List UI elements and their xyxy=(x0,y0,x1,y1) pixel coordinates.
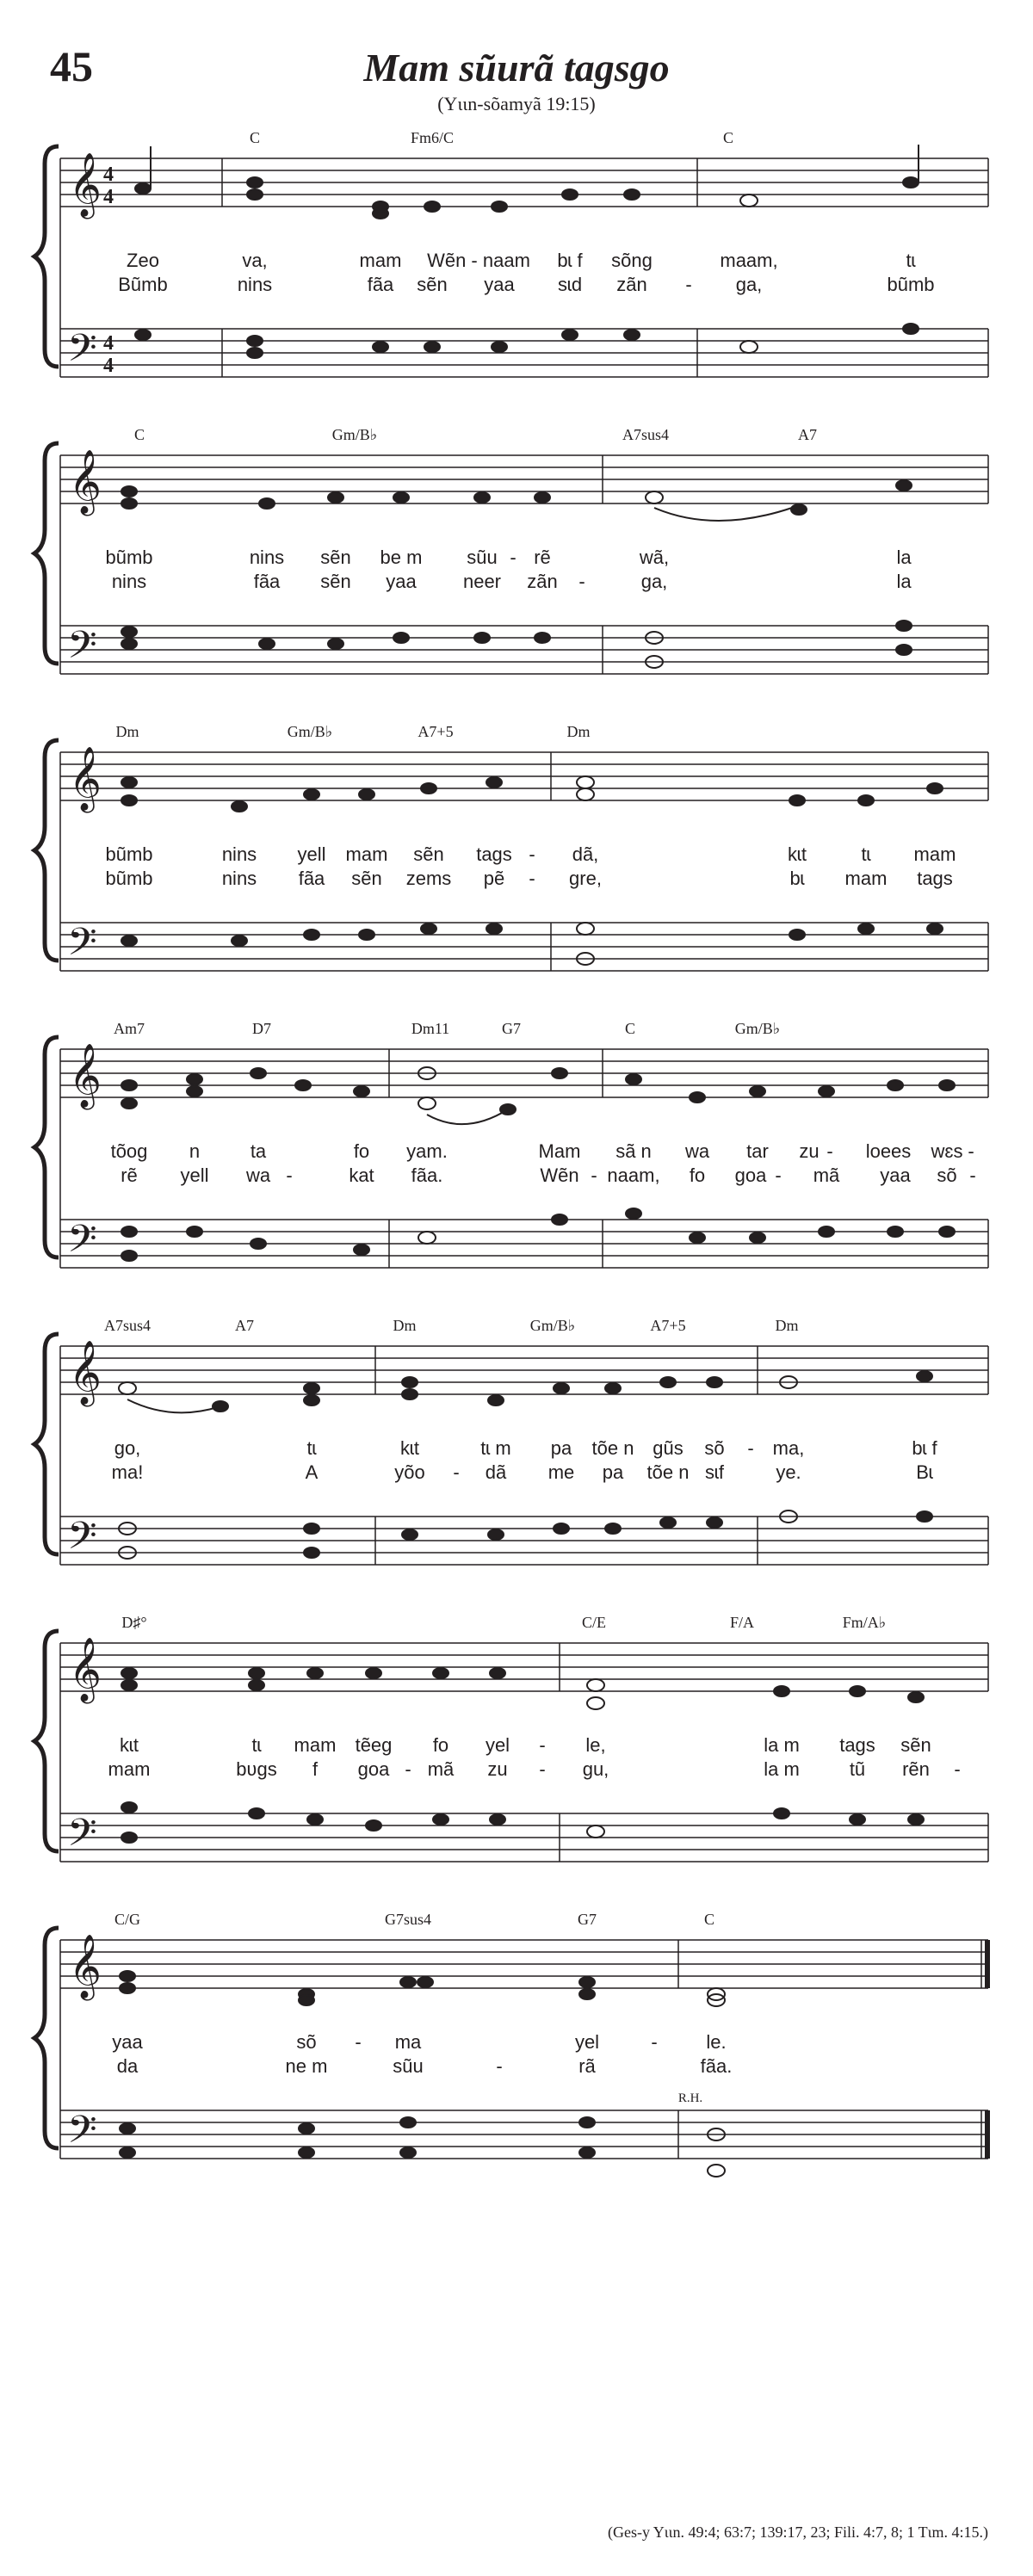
chord-symbol: Gm/B♭ xyxy=(734,1020,781,1037)
lyric-syllable: kɩt xyxy=(120,1734,139,1756)
chord-symbol: D♯° xyxy=(121,1614,147,1631)
lyric-syllable: yaa xyxy=(386,571,417,592)
scripture-references: (Ges-y Yɩɩn. 49:4; 63:7; 139:17, 23; Fili. 4:7, 8; 1 Tɩm. 4:15.) xyxy=(607,2523,988,2541)
lyric-syllable: ga, xyxy=(640,571,668,592)
lyric-syllable: pa xyxy=(550,1437,572,1459)
lyric-syllable: fo xyxy=(353,1140,370,1162)
lyric-syllable: fãa xyxy=(298,868,325,889)
lyric-syllable: ne m xyxy=(285,2055,328,2077)
chord-symbol: A7+5 xyxy=(418,723,454,740)
chord-symbol: C xyxy=(722,129,734,146)
chord-symbol: C/G xyxy=(114,1911,141,1928)
lyric-syllable: - xyxy=(405,1758,411,1780)
lyric-syllable: ma xyxy=(394,2031,422,2053)
lyric-syllable: Wẽn xyxy=(540,1164,579,1186)
lyric-syllable: - xyxy=(954,1758,961,1780)
chord-symbol: C xyxy=(624,1020,636,1037)
lyric-syllable: yaa xyxy=(484,274,515,295)
svg-text:𝄞: 𝄞 xyxy=(69,154,102,215)
svg-text:𝄞: 𝄞 xyxy=(69,1639,102,1700)
lyric-syllable: ye. xyxy=(776,1461,801,1483)
staff-lines xyxy=(0,1317,1033,1575)
music-system xyxy=(0,1911,1033,2169)
lyric-syllable: yel xyxy=(485,1734,510,1756)
lyric-syllable: zu xyxy=(487,1758,508,1780)
lyric-syllable: - xyxy=(968,1140,974,1162)
lyric-syllable: zãn xyxy=(527,571,558,592)
svg-text:𝄢: 𝄢 xyxy=(67,2109,97,2160)
chord-symbol: C/E xyxy=(581,1614,607,1631)
lyric-syllable: dã, xyxy=(572,843,599,865)
lyric-syllable: ma, xyxy=(772,1437,805,1459)
lyric-syllable: - xyxy=(529,843,535,865)
lyric-syllable: tags xyxy=(476,843,512,865)
lyric-syllable: ma! xyxy=(111,1461,144,1483)
lyric-syllable: sɩd xyxy=(557,274,583,295)
lyric-syllable: tõe n xyxy=(646,1461,690,1483)
lyric-syllable: nins xyxy=(249,547,285,568)
lyric-syllable: tõog xyxy=(110,1140,148,1162)
lyric-syllable: fo xyxy=(689,1164,706,1186)
lyric-syllable: le. xyxy=(706,2031,727,2053)
lyric-syllable: zu xyxy=(799,1140,820,1162)
lyric-syllable: neer xyxy=(462,571,502,592)
lyric-syllable: bũmb xyxy=(105,843,153,865)
chord-symbol: Gm/B♭ xyxy=(331,426,378,443)
lyric-syllable: - xyxy=(578,571,585,592)
lyric-syllable: mã xyxy=(813,1164,840,1186)
lyric-syllable: la xyxy=(896,571,912,592)
lyric-syllable: rẽ xyxy=(534,547,551,568)
lyric-syllable: gu, xyxy=(582,1758,609,1780)
lyric-syllable: kat xyxy=(349,1164,374,1186)
lyric-syllable: da xyxy=(116,2055,139,2077)
lyric-syllable: sẽn xyxy=(417,274,448,295)
chord-symbol: Fm/A♭ xyxy=(842,1614,887,1631)
lyric-syllable: bɩ xyxy=(789,868,805,889)
svg-text:𝄢: 𝄢 xyxy=(67,624,97,676)
svg-text:𝄢: 𝄢 xyxy=(67,1515,97,1566)
lyric-syllable: - xyxy=(453,1461,460,1483)
lyric-syllable: rẽ xyxy=(121,1164,138,1186)
lyric-syllable: - xyxy=(539,1758,546,1780)
lyric-syllable: yõo xyxy=(394,1461,425,1483)
staff-lines xyxy=(0,426,1033,684)
lyric-syllable: wa xyxy=(245,1164,271,1186)
svg-text:𝄞: 𝄞 xyxy=(69,748,102,809)
lyric-syllable: bɩ f xyxy=(557,250,583,271)
svg-text:𝄢: 𝄢 xyxy=(67,327,97,379)
chord-symbol: A7 xyxy=(235,1317,254,1334)
lyric-syllable: mam xyxy=(913,843,956,865)
lyric-syllable: nins xyxy=(237,274,273,295)
lyric-syllable: tɩ xyxy=(306,1437,317,1459)
lyric-syllable: Wẽn - naam xyxy=(427,250,530,271)
lyric-syllable: go, xyxy=(114,1437,141,1459)
lyric-syllable: Bũmb xyxy=(118,274,168,295)
lyric-syllable: sɩf xyxy=(705,1461,724,1483)
svg-text:𝄞: 𝄞 xyxy=(69,1342,102,1403)
lyric-syllable: la m xyxy=(764,1758,800,1780)
staff-lines xyxy=(0,1614,1033,1872)
lyric-syllable: loees xyxy=(865,1140,912,1162)
chord-symbol: D7 xyxy=(252,1020,271,1037)
lyric-syllable: sõng xyxy=(611,250,653,271)
lyric-syllable: - xyxy=(286,1164,293,1186)
lyric-syllable: va, xyxy=(242,250,268,271)
lyric-syllable: goa xyxy=(734,1164,767,1186)
lyric-syllable: bũmb xyxy=(887,274,935,295)
music-system xyxy=(0,129,1033,387)
lyric-syllable: - xyxy=(775,1164,782,1186)
lyric-syllable: me xyxy=(547,1461,575,1483)
chord-symbol: A7 xyxy=(798,426,817,443)
svg-text:𝄞: 𝄞 xyxy=(69,1045,102,1106)
lyric-syllable: rã xyxy=(578,2055,596,2077)
lyric-syllable: tõe n xyxy=(591,1437,634,1459)
lyric-syllable: rẽn xyxy=(902,1758,930,1780)
lyric-syllable: n xyxy=(189,1140,201,1162)
lyric-syllable: tɩ m xyxy=(480,1437,511,1459)
music-system xyxy=(0,1317,1033,1575)
lyric-syllable: Zeo xyxy=(127,250,159,271)
music-system xyxy=(0,1614,1033,1872)
lyric-syllable: nins xyxy=(221,868,257,889)
staff-lines xyxy=(0,723,1033,981)
music-system xyxy=(0,1020,1033,1278)
lyric-syllable: A xyxy=(305,1461,319,1483)
lyric-syllable: bũmb xyxy=(105,868,153,889)
lyric-syllable: - xyxy=(539,1734,546,1756)
chord-symbol: C xyxy=(703,1911,715,1928)
chord-symbol: Dm xyxy=(393,1317,417,1334)
svg-text:4: 4 xyxy=(103,332,114,355)
lyric-syllable: sũu xyxy=(467,547,498,568)
lyric-syllable: la m xyxy=(764,1734,800,1756)
svg-text:𝄞: 𝄞 xyxy=(69,451,102,512)
svg-text:𝄢: 𝄢 xyxy=(67,921,97,973)
lyric-syllable: sẽn xyxy=(413,843,444,865)
chord-symbol: A7sus4 xyxy=(622,426,670,443)
chord-symbol: F/A xyxy=(729,1614,755,1631)
music-system xyxy=(0,723,1033,981)
svg-text:𝄢: 𝄢 xyxy=(67,1812,97,1863)
lyric-syllable: Bɩ xyxy=(916,1461,933,1483)
chord-symbol: G7sus4 xyxy=(384,1911,432,1928)
chord-symbol: A7sus4 xyxy=(103,1317,152,1334)
scripture-reference: (Yɩɩn-sõamyã 19:15) xyxy=(437,93,596,114)
lyric-syllable: zãn xyxy=(616,274,647,295)
lyric-syllable: yam. xyxy=(406,1140,448,1162)
lyric-syllable: - xyxy=(510,547,516,568)
lyric-syllable: be m xyxy=(380,547,423,568)
lyric-syllable: sẽn xyxy=(320,571,351,592)
lyric-syllable: mam xyxy=(844,868,888,889)
lyric-syllable: fo xyxy=(432,1734,449,1756)
svg-text:𝄢: 𝄢 xyxy=(67,1218,97,1269)
lyric-syllable: sã n xyxy=(615,1140,652,1162)
lyric-syllable: kɩt xyxy=(788,843,807,865)
lyric-syllable: - xyxy=(496,2055,503,2077)
chord-symbol: C xyxy=(133,426,145,443)
hymn-title: Mam sũurã tagsgo xyxy=(363,46,670,90)
chord-symbol: Dm11 xyxy=(411,1020,450,1037)
lyric-syllable: kɩt xyxy=(400,1437,419,1459)
svg-text:4: 4 xyxy=(103,355,114,377)
lyric-syllable: sẽn xyxy=(900,1734,931,1756)
lyric-syllable: sõ xyxy=(704,1437,725,1459)
lyric-syllable: pa xyxy=(602,1461,624,1483)
svg-text:4: 4 xyxy=(103,164,114,186)
lyric-syllable: fãa xyxy=(253,571,281,592)
lyric-syllable: tar xyxy=(746,1140,769,1162)
lyric-syllable: mam xyxy=(294,1734,337,1756)
chord-symbol: Am7 xyxy=(114,1020,145,1037)
lyric-syllable: gre, xyxy=(569,868,602,889)
lyric-syllable: - xyxy=(747,1437,754,1459)
lyric-syllable: sẽn xyxy=(320,547,351,568)
lyric-syllable: sõ xyxy=(296,2031,317,2053)
lyric-syllable: yell xyxy=(297,843,326,865)
lyric-syllable: - xyxy=(969,1164,976,1186)
lyric-syllable: sẽn xyxy=(351,868,382,889)
lyric-syllable: nins xyxy=(111,571,147,592)
lyric-syllable: fãa xyxy=(367,274,394,295)
lyric-syllable: goa xyxy=(357,1758,390,1780)
lyric-syllable: gũs xyxy=(653,1437,684,1459)
lyric-syllable: tags xyxy=(917,868,953,889)
lyric-syllable: naam, xyxy=(607,1164,660,1186)
chord-symbol: Dm xyxy=(115,723,139,740)
lyric-syllable: wa xyxy=(684,1140,710,1162)
chord-symbol: Dm xyxy=(775,1317,799,1334)
staff-lines xyxy=(0,1911,1033,2169)
lyric-syllable: - xyxy=(685,274,692,295)
chord-symbol: Gm/B♭ xyxy=(287,723,333,740)
lyric-syllable: yaa xyxy=(112,2031,143,2053)
lyric-syllable: zems xyxy=(405,868,452,889)
chord-symbol: Fm6/C xyxy=(410,129,455,146)
lyric-syllable: - xyxy=(591,1164,597,1186)
lyric-syllable: tɩ xyxy=(906,250,916,271)
lyric-syllable: sõ xyxy=(937,1164,957,1186)
lyric-syllable: fãa. xyxy=(700,2055,733,2077)
lyric-syllable: yaa xyxy=(880,1164,911,1186)
chord-symbol: Gm/B♭ xyxy=(529,1317,576,1334)
chord-symbol: G7 xyxy=(578,1911,597,1928)
lyric-syllable: mam xyxy=(359,250,402,271)
chord-symbol: Dm xyxy=(566,723,591,740)
lyric-syllable: ga, xyxy=(735,274,763,295)
svg-text:𝄞: 𝄞 xyxy=(69,1936,102,1997)
lyric-syllable: bɩ f xyxy=(912,1437,937,1459)
lyric-syllable: tɩ xyxy=(251,1734,262,1756)
lyric-syllable: sũu xyxy=(393,2055,424,2077)
lyric-syllable: ta xyxy=(250,1140,267,1162)
lyric-syllable: tẽeg xyxy=(355,1734,393,1756)
lyric-syllable: mã xyxy=(427,1758,455,1780)
music-system xyxy=(0,426,1033,684)
lyric-syllable: maam, xyxy=(720,250,778,271)
lyric-syllable: le, xyxy=(585,1734,606,1756)
lyric-syllable: tũ xyxy=(849,1758,866,1780)
lyric-syllable: - xyxy=(355,2031,362,2053)
lyric-syllable: - xyxy=(651,2031,658,2053)
lyric-syllable: wɛs xyxy=(931,1140,963,1162)
lyric-syllable: wã, xyxy=(639,547,670,568)
lyric-syllable: fãa. xyxy=(411,1164,443,1186)
lyric-syllable: yell xyxy=(180,1164,209,1186)
lyric-syllable: yel xyxy=(574,2031,600,2053)
lyric-syllable: mam xyxy=(345,843,388,865)
lyric-syllable: dã xyxy=(485,1461,507,1483)
lyric-syllable: f xyxy=(312,1758,319,1780)
lyric-syllable: tɩ xyxy=(861,843,871,865)
chord-symbol: C xyxy=(249,129,261,146)
lyric-syllable: pẽ xyxy=(483,868,505,889)
lyric-syllable: la xyxy=(896,547,912,568)
lyric-syllable: - xyxy=(826,1140,833,1162)
chord-symbol: G7 xyxy=(502,1020,521,1037)
svg-text:4: 4 xyxy=(103,186,114,208)
lyric-syllable: Mam xyxy=(538,1140,581,1162)
lyric-syllable: nins xyxy=(221,843,257,865)
lyric-syllable: bʋgs xyxy=(236,1758,277,1780)
right-hand-annotation: R.H. xyxy=(677,2091,703,2105)
hymn-number: 45 xyxy=(50,42,93,90)
lyric-syllable: bũmb xyxy=(105,547,153,568)
lyric-syllable: - xyxy=(529,868,535,889)
chord-symbol: A7+5 xyxy=(650,1317,686,1334)
lyric-syllable: tags xyxy=(839,1734,875,1756)
lyric-syllable: mam xyxy=(108,1758,151,1780)
